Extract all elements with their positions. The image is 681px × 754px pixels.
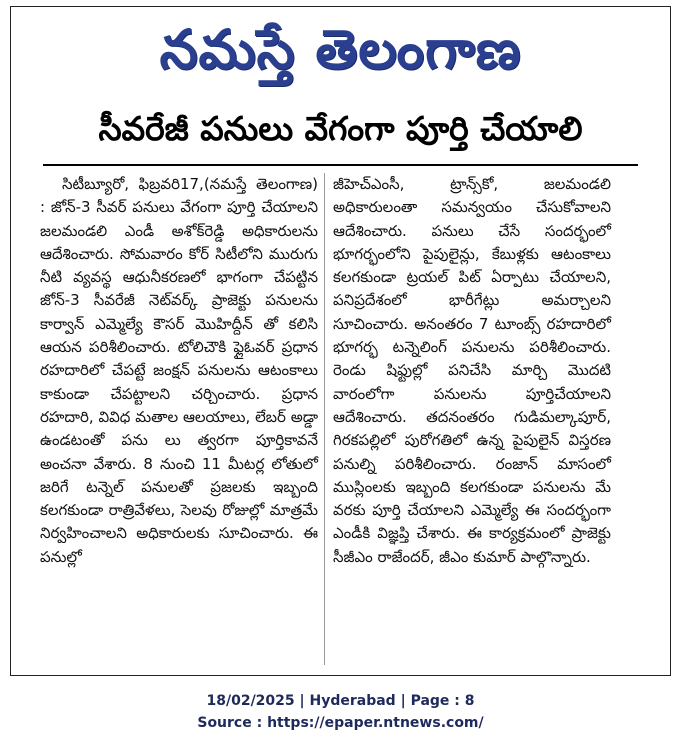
article-headline: సీవరేజీ పనులు వేగంగా పూర్తి చేయాలి — [98, 109, 583, 148]
source-link[interactable]: Source : https://epaper.ntnews.com/ — [197, 715, 484, 731]
article-column-right — [333, 173, 611, 569]
column-divider — [324, 173, 325, 665]
newspaper-masthead: నమస్తే తెలంగాణ — [159, 17, 522, 81]
article-body-left: సిటీబ్యూరో, ఫిబ్రవరి17,(నమస్తే తెలంగాణ) : జోన్-3 సీవర్ పనులు వేగంగా పూర్తి చేయాలని జలమండలి ఎండీ అశోక్‌రెడ్డి అధికారులను ఆదేశించారు. సోమవారం కోర్ సిటీలోని మురుగు నీటి వ్యవస్థ ఆధునీకరణలో భాగంగా చేపట్టిన జోన్-3 సీవరేజీ నెట్‌వర్క్ ప్రాజెక్టు పనులను కార్వాన్ ఎమ్మెల్యే కౌసర్ మొహిద్దీన్ తో కలిసి ఆయన పరిశీలించారు. టోలిచౌకి ఫ్లైఓవర్ ప్రధాన రహదారిలో చేపట్టే జంక్షన్ పనులను ఆటంకాలు కాకుండా చేపట్టాలని చర్చించారు. ప్రధాన రహదారి, వివిధ మతాల ఆలయాలు, లేబర్ అడ్డా ఉండటంతో పను లు త్వరగా పూర్తికావనే అంచనా వేశారు. 8 నుంచి 11 మీటర్ల లోతులో జరిగే టన్నెల్ పనులతో ప్రజలకు ఇబ్బంది కలగకుండా రాత్రివేళలు, సెలవు రోజుల్లో మాత్రమే నిర్వహించాలని అధికారులకు సూచించారు. ఈ పనుల్లో — [40, 175, 318, 566]
headline-rule — [43, 164, 638, 166]
clipping-footer — [0, 690, 681, 734]
article-body-right: జీహెచ్‌ఎంసీ, ట్రాన్స్‌కో, జలమండలి అధికారులంతా సమన్వయం చేసుకోవాలని ఆదేశించారు. పనులు చేసే సందర్భంలో భూగర్భంలోని పైపులైన్లు, కేబుళ్లకు ఆటంకాలు కలగకుండా ట్రయల్ పిట్ ఏర్పాటు చేయాలని, పనిప్రదేశంలో భారీగేట్లు అమర్చాలని సూచించారు. అనంతరం 7 టూంబ్స్ రహదారిలో భూగర్భ టన్నెలింగ్ పనులను పరిశీలించారు. రెండు షిఫ్టుల్లో పనిచేసి మార్చి మొదటి వారంలోగా పనులను పూర్తిచేయాలని ఆదేశించారు. తదనంతరం గుడిమల్కాపూర్, గిరకపల్లిలో పురోగతిలో ఉన్న పైపులైన్ విస్తరణ పనుల్ని పరిశీలించారు. రంజాన్ మాసంలో ముస్లింలకు ఇబ్బంది కలగకుండా పనులను మే వరకు పూర్తి చేయాలని ఎమ్మెల్యే ఈ సందర్భంగా ఎండీకి విజ్ఞప్తి చేశారు. ఈ కార్యక్రమంలో ప్రాజెక్టు సీజీఎం రాజేందర్, జీఎం కుమార్ పాల్గొన్నారు. — [333, 175, 611, 566]
edition-info: 18/02/2025 | Hyderabad | Page : 8 — [206, 693, 475, 709]
article-column-left — [40, 173, 318, 569]
